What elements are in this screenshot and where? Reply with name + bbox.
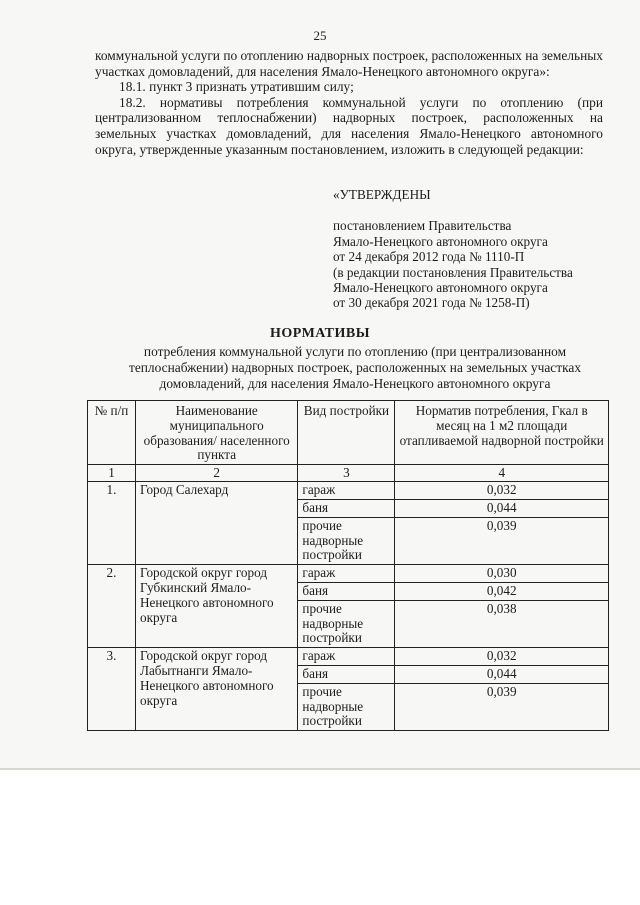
- norm-value: 0,038: [395, 600, 609, 647]
- norm-value: 0,030: [395, 565, 609, 583]
- building-type: гараж: [298, 565, 395, 583]
- table-header-row: [88, 401, 609, 465]
- approval-line: от 24 декабря 2012 года № 1110-П: [333, 249, 525, 265]
- norm-value: 0,039: [395, 517, 609, 564]
- paragraph-continuation: коммунальной услуги по отоплению надворных построек, расположенных на земельных участках домовладений, для населения Ямало-Ненецкого автономного округа»:: [95, 48, 603, 79]
- document-subtitle: потребления коммунальной услуги по отоплению (при централизованном теплоснабжении) надворных построек, расположенных на земельных участках домовладений, для населения Ямало-Ненецкого автономного округа: [128, 344, 582, 391]
- norms-table: [87, 400, 609, 731]
- page-number: 25: [313, 28, 327, 43]
- header-municipality: Наименование муниципального образования/ населенного пункта: [136, 401, 298, 465]
- municipality-name: Городской округ город Губкинский Ямало-Ненецкого автономного округа: [136, 565, 298, 648]
- row-index: 1.: [88, 482, 136, 565]
- column-number: 4: [395, 465, 609, 482]
- building-type: гараж: [298, 648, 395, 666]
- paragraph-18-2: 18.2. нормативы потребления коммунальной услуги по отоплению (при централизованном теплоснабжении) надворных построек, расположенных на земельных участках домовладений, для населения Ямало-Ненецкого автономного округа, утвержденные указанным постановлением, изложить в следующей редакции:: [95, 94, 603, 157]
- building-type: прочие надворные постройки: [298, 683, 395, 730]
- approval-heading: «УТВЕРЖДЕНЫ: [333, 187, 431, 202]
- building-type: баня: [298, 665, 395, 683]
- building-type: гараж: [298, 482, 395, 500]
- norm-value: 0,042: [395, 582, 609, 600]
- row-index: 2.: [88, 565, 136, 648]
- document-title: НОРМАТИВЫ: [270, 326, 370, 341]
- building-type: прочие надворные постройки: [298, 600, 395, 647]
- approval-line: Ямало-Ненецкого автономного округа: [333, 280, 548, 296]
- municipality-name: Город Салехард: [136, 482, 298, 565]
- column-number-row: [88, 465, 609, 482]
- norm-value: 0,032: [395, 482, 609, 500]
- approval-block: [333, 187, 618, 311]
- norm-value: 0,044: [395, 665, 609, 683]
- column-number: 3: [298, 465, 395, 482]
- approval-line: от 30 декабря 2021 года № 1258-П): [333, 295, 530, 311]
- municipality-name: Городской округ город Лабытнанги Ямало-Ненецкого автономного округа: [136, 648, 298, 731]
- body-text: [95, 48, 603, 157]
- table-row: [88, 565, 609, 583]
- approval-line: Ямало-Ненецкого автономного округа: [333, 233, 548, 249]
- building-type: баня: [298, 499, 395, 517]
- table-row: [88, 482, 609, 500]
- row-index: 3.: [88, 648, 136, 731]
- header-norm: Норматив потребления, Гкал в месяц на 1 м2 площади отапливаемой надворной постройки: [395, 401, 609, 465]
- approval-line: (в редакции постановления Правительства: [333, 264, 573, 280]
- header-building-type: Вид постройки: [298, 401, 395, 465]
- paragraph-18-1: 18.1. пункт 3 признать утратившим силу;: [119, 79, 354, 95]
- column-number: 1: [88, 465, 136, 482]
- norm-value: 0,032: [395, 648, 609, 666]
- norm-value: 0,039: [395, 683, 609, 730]
- building-type: прочие надворные постройки: [298, 517, 395, 564]
- column-number: 2: [136, 465, 298, 482]
- approval-line: постановлением Правительства: [333, 218, 512, 234]
- header-number: № п/п: [88, 401, 136, 465]
- building-type: баня: [298, 582, 395, 600]
- norm-value: 0,044: [395, 499, 609, 517]
- table-row: [88, 648, 609, 666]
